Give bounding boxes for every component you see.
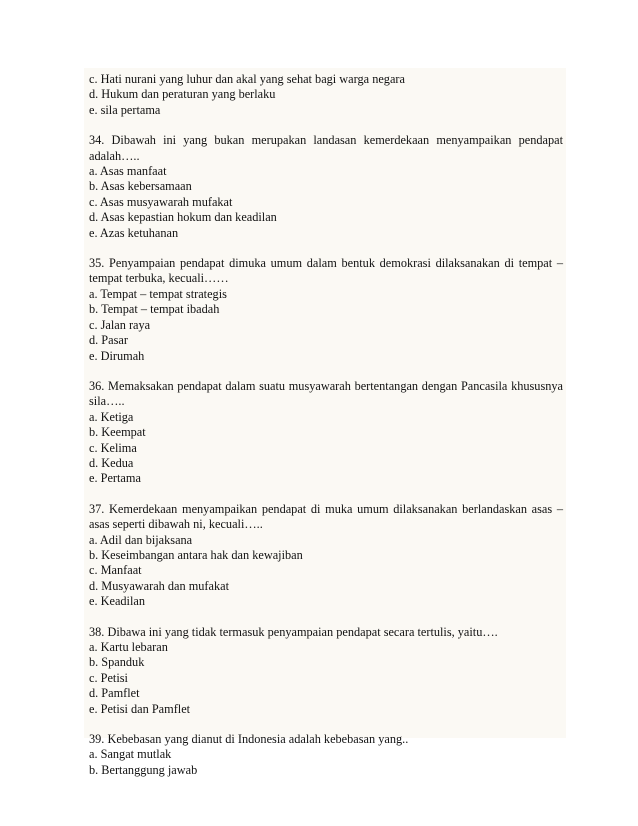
answer-option: e. Azas ketuhanan xyxy=(89,225,179,240)
answer-option: d. Musyawarah dan mufakat xyxy=(89,578,230,593)
answer-option: a. Sangat mutlak xyxy=(89,747,172,762)
answer-option: d. Pamflet xyxy=(89,686,140,701)
answer-option: c. Hati nurani yang luhur dan akal yang sehat bagi warga negara xyxy=(89,72,405,86)
answer-option: d. Hukum dan peraturan yang berlaku xyxy=(89,87,276,102)
answer-option: c. Kelima xyxy=(89,440,137,455)
answer-option: a. Kartu lebaran xyxy=(89,640,168,654)
answer-option: c. Asas musyawarah mufakat xyxy=(89,194,233,209)
answer-option: a. Ketiga xyxy=(89,409,134,424)
answer-option: b. Keseimbangan antara hak dan kewajiban xyxy=(89,547,303,562)
answer-option: e. Dirumah xyxy=(89,348,145,363)
question-34 xyxy=(89,133,563,241)
question-stem: 38. Dibawa ini yang tidak termasuk penyampaian pendapat secara tertulis, yaitu…. xyxy=(89,624,498,639)
question-stem: 39. Kebebasan yang dianut di Indonesia adalah kebebasan yang.. xyxy=(89,732,409,747)
answer-option: d. Asas kepastian hokum dan keadilan xyxy=(89,210,277,225)
question-36 xyxy=(89,379,563,487)
answer-option: b. Keempat xyxy=(89,425,146,440)
answer-option: e. Keadilan xyxy=(89,594,145,609)
answer-option: b. Asas kebersamaan xyxy=(89,179,192,194)
question-stem: 36. Memaksakan pendapat dalam suatu musyawarah bertentangan dengan Pancasila khususnya sila….. xyxy=(89,378,563,409)
answer-option: a. Adil dan bijaksana xyxy=(89,532,193,547)
answer-option: e. sila pertama xyxy=(89,102,161,117)
question-35 xyxy=(89,256,563,364)
question-38 xyxy=(89,625,563,717)
question-stem: 35. Penyampaian pendapat dimuka umum dalam bentuk demokrasi dilaksanakan di tempat – tempat terbuka, kecuali…… xyxy=(89,256,563,286)
answer-option: e. Pertama xyxy=(89,471,141,486)
question-stem: 34. Dibawah ini yang bukan merupakan landasan kemerdekaan menyampaikan pendapat adalah….. xyxy=(89,133,563,163)
answer-option: a. Tempat – tempat strategis xyxy=(89,286,227,301)
document-page xyxy=(84,68,566,777)
question-39 xyxy=(89,732,563,778)
continued-options xyxy=(89,72,563,118)
answer-option: d. Pasar xyxy=(89,333,128,348)
answer-option: b. Bertanggung jawab xyxy=(89,762,198,777)
answer-option: d. Kedua xyxy=(89,455,134,470)
answer-option: b. Spanduk xyxy=(89,655,145,670)
answer-option: c. Jalan raya xyxy=(89,317,151,332)
answer-option: c. Manfaat xyxy=(89,563,142,578)
answer-option: a. Asas manfaat xyxy=(89,164,167,179)
question-37 xyxy=(89,502,563,610)
answer-option: e. Petisi dan Pamflet xyxy=(89,701,191,716)
question-stem: 37. Kemerdekaan menyampaikan pendapat di muka umum dilaksanakan berlandaskan asas – asas seperti dibawah ni, kecuali….. xyxy=(89,501,563,532)
question-list xyxy=(89,72,563,778)
answer-option: b. Tempat – tempat ibadah xyxy=(89,302,220,317)
answer-option: c. Petisi xyxy=(89,670,128,685)
